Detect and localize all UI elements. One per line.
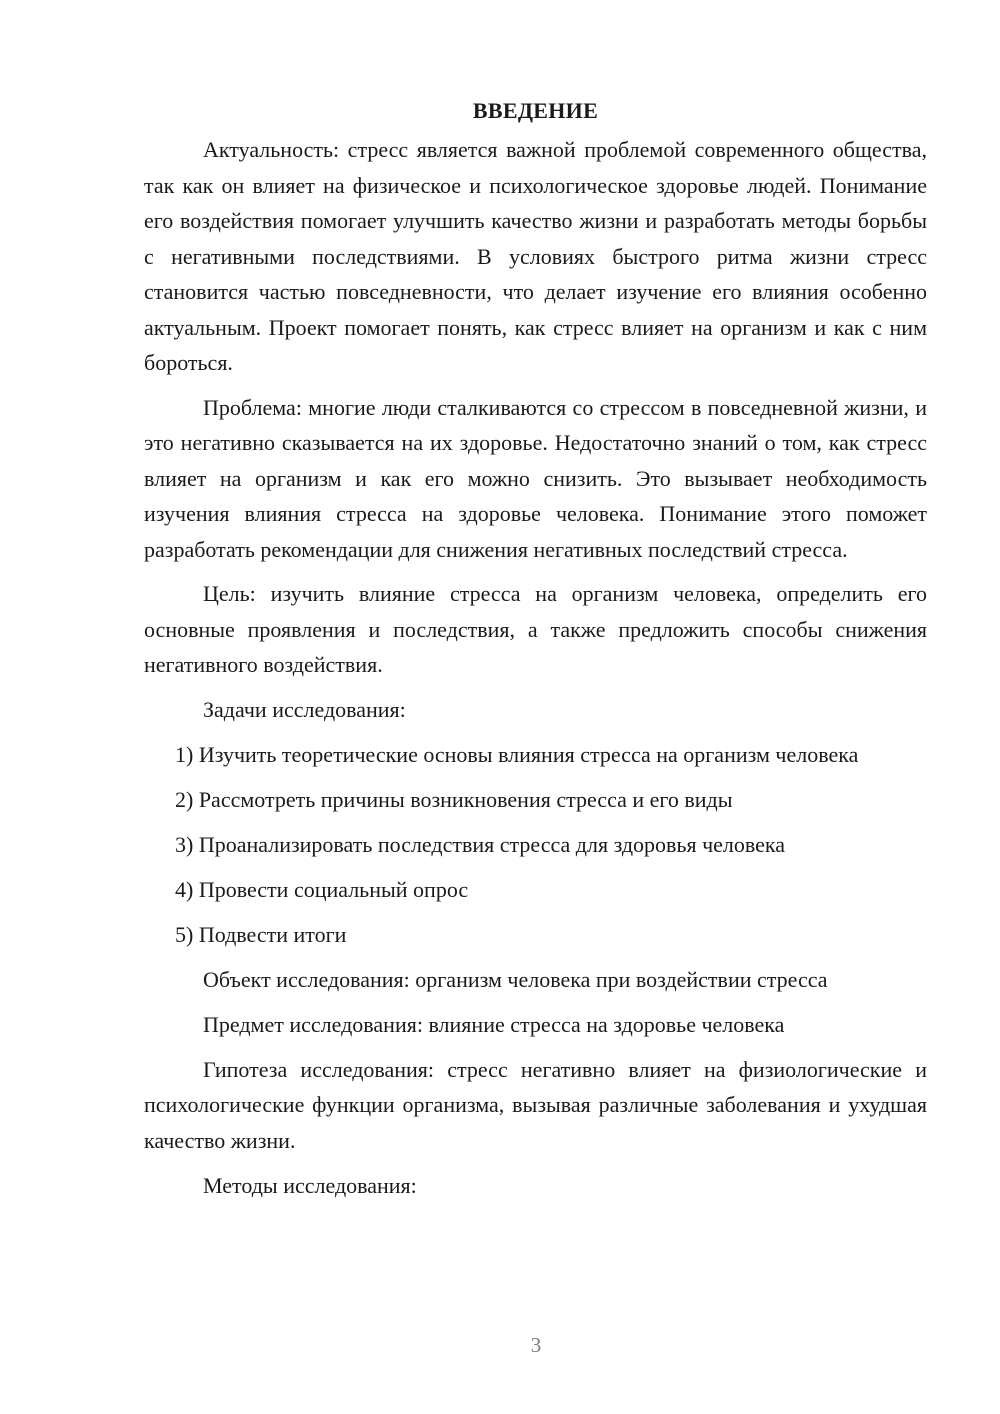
relevance-paragraph: Актуальность: стресс является важной проблемой современного общества, так как он влияет на физическое и психологическое здоровье людей. Понимание его воздействия помогает улучшить качество жизни и разработать методы борьбы с негативными последствиями. В условиях быстрого ритма жизни стресс становится частью повседневности, что делает изучение его влияния особенно актуальным. Проект помогает понять, как стресс влияет на организм и как с ним бороться.	[144, 137, 927, 375]
task-item-5: 5) Подвести итоги	[175, 921, 347, 947]
methods-title: Методы исследования:	[203, 1173, 417, 1198]
section-heading: ВВЕДЕНИЕ	[472, 98, 599, 123]
page-number: 3	[530, 1333, 542, 1357]
tasks-title: Задачи исследования:	[203, 696, 406, 722]
hypothesis-paragraph: Гипотеза исследования: стресс негативно влияет на физиологические и психологические функции организма, вызывая различные заболевания и ухудшая качество жизни.	[144, 1056, 927, 1153]
task-item-2: 2) Рассмотреть причины возникновения стресса и его виды	[175, 786, 733, 812]
research-subject: Предмет исследования: влияние стресса на здоровье человека	[203, 1011, 785, 1037]
task-item-1: 1) Изучить теоретические основы влияния стресса на организм человека	[175, 741, 859, 767]
task-item-4: 4) Провести социальный опрос	[175, 876, 469, 902]
page-body	[144, 96, 927, 1213]
research-object: Объект исследования: организм человека при воздействии стресса	[203, 966, 828, 992]
task-item-3: 3) Проанализировать последствия стресса для здоровья человека	[175, 831, 786, 857]
problem-paragraph: Проблема: многие люди сталкиваются со стрессом в повседневной жизни, и это негативно сказывается на их здоровье. Недостаточно знаний о том, как стресс влияет на организм и как его можно снизить. Это вызывает необходимость изучения влияния стресса на здоровье человека. Понимание этого поможет разработать рекомендации для снижения негативных последствий стресса.	[144, 394, 927, 562]
goal-paragraph: Цель: изучить влияние стресса на организм человека, определить его основные проявления и последствия, а также предложить способы снижения негативного воздействия.	[144, 581, 927, 677]
